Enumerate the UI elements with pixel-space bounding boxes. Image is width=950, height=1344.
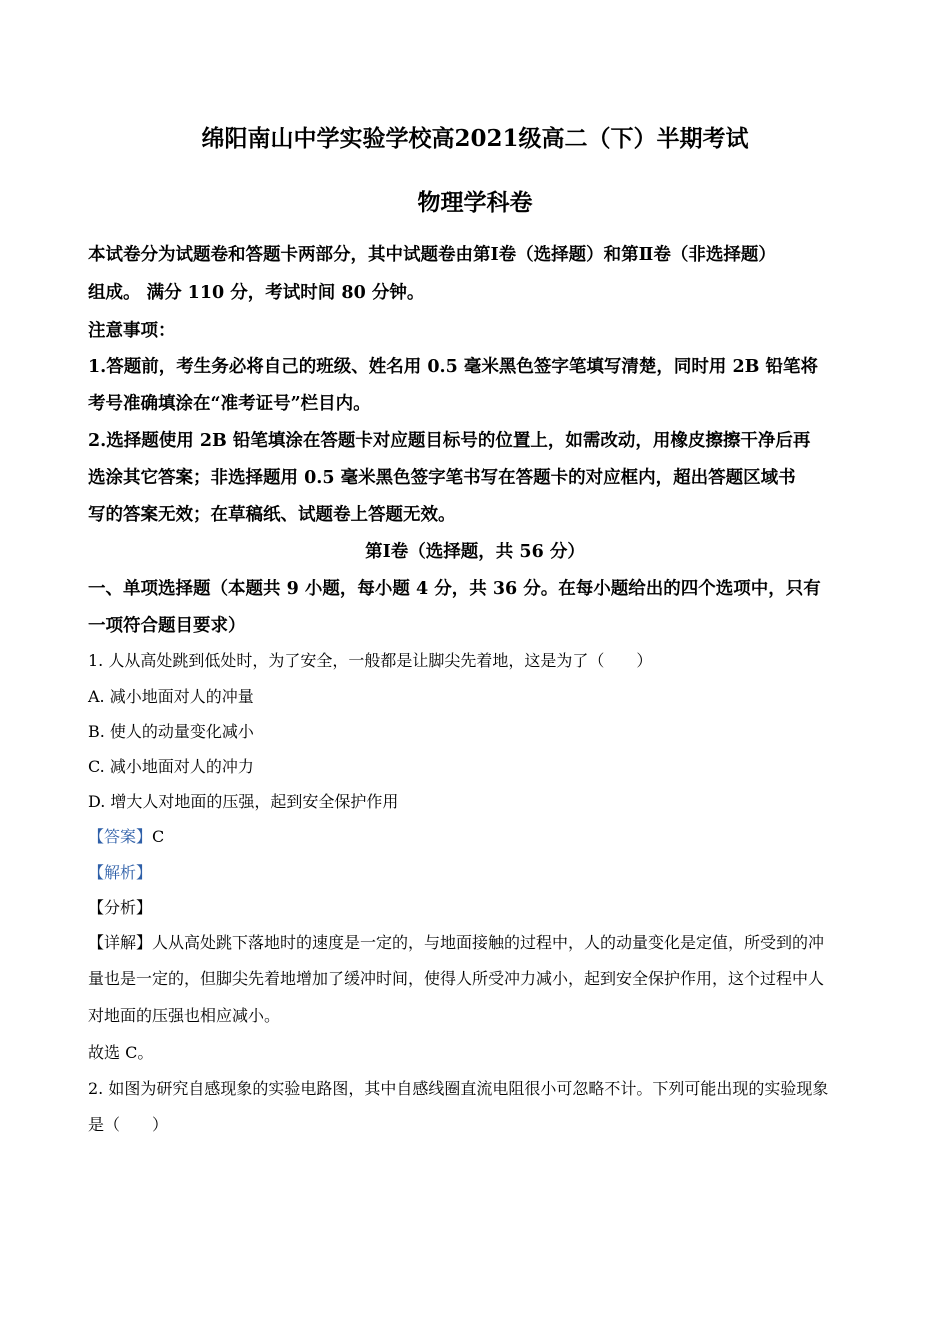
question-1-option-d: D. 增大人对地面的压强，起到安全保护作用 <box>88 792 399 811</box>
notice-heading: 注意事项： <box>88 321 176 341</box>
section-heading-line-2: 一项符合题目要求） <box>88 616 246 636</box>
notice-item-2-line-3: 写的答案无效；在草稿纸、试题卷上答题无效。 <box>88 505 456 525</box>
analysis-tag: 【解析】 <box>88 863 153 882</box>
question-1-option-a: A. 减小地面对人的冲量 <box>88 687 254 706</box>
question-1-stem: 1. 人从高处跳到低处时，为了安全，一般都是让脚尖先着地，这是为了（ ） <box>88 651 653 670</box>
intro-line-1: 本试卷分为试题卷和答题卡两部分，其中试题卷由第Ⅰ卷（选择题）和第Ⅱ卷（非选择题） <box>88 245 776 265</box>
part1-heading: 第Ⅰ卷（选择题，共 56 分） <box>365 542 585 562</box>
question-1-fenxi <box>88 895 868 921</box>
notice-item-2-line-1: 2.选择题使用 2B 铅笔填涂在答题卡对应题目标号的位置上，如需改动，用橡皮擦擦干净后再 <box>88 431 811 451</box>
intro-line-2: 组成。 满分 110 分，考试时间 80 分钟。 <box>88 283 425 303</box>
question-2-stem-line-1: 2. 如图为研究自感现象的实验电路图，其中自感线圈直流电阻很小可忽略不计。下列可能出现的实验现象 <box>88 1079 829 1098</box>
answer-tag: 【答案】 <box>88 827 153 846</box>
notice-item-2-line-2: 选涂其它答案；非选择题用 0.5 毫米黑色签字笔书写在答题卡的对应框内，超出答题区域书 <box>88 468 796 488</box>
answer-value: C <box>152 827 165 846</box>
question-1-option-b: B. 使人的动量变化减小 <box>88 722 254 741</box>
fenxi-tag: 【分析】 <box>88 898 153 917</box>
question-1-option-c: C. 减小地面对人的冲力 <box>88 757 254 776</box>
exam-title: 绵阳南山中学实验学校高2021级高二（下）半期考试 <box>201 125 749 152</box>
question-1-detail-line-1 <box>88 930 868 956</box>
question-1-answer <box>88 824 868 850</box>
exam-subtitle: 物理学科卷 <box>417 189 533 216</box>
detail-text-1: 人从高处跳下落地时的速度是一定的，与地面接触的过程中，人的动量变化是定值，所受到的冲 <box>152 933 825 952</box>
notice-item-1-line-1: 1.答题前，考生务必将自己的班级、姓名用 0.5 毫米黑色签字笔填写清楚，同时用 2B 铅笔将 <box>88 357 819 377</box>
question-1-detail-line-2: 量也是一定的，但脚尖先着地增加了缓冲时间，使得人所受冲力减小，起到安全保护作用，这个过程中人 <box>88 969 825 988</box>
question-2-stem-line-2: 是（ ） <box>88 1115 169 1134</box>
notice-item-1-line-2: 考号准确填涂在“准考证号”栏目内。 <box>88 394 371 414</box>
question-1-conclusion: 故选 C。 <box>88 1043 154 1062</box>
question-1-detail-line-3: 对地面的压强也相应减小。 <box>88 1006 281 1025</box>
question-1-analysis-tag <box>88 860 868 886</box>
section-heading-line-1: 一、单项选择题（本题共 9 小题，每小题 4 分，共 36 分。在每小题给出的四个选项中，只有 <box>88 579 821 599</box>
detail-tag: 【详解】 <box>88 933 153 952</box>
